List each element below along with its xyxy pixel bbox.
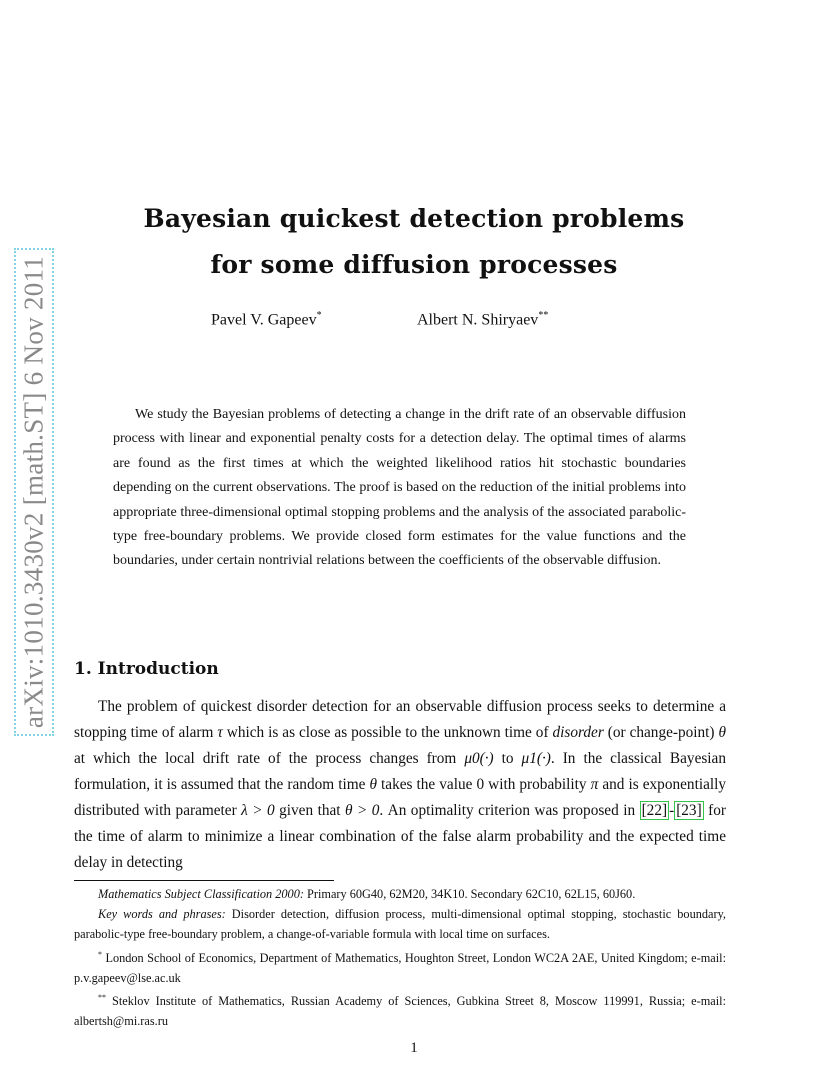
- introduction-paragraph: The problem of quickest disorder detection for an observable diffusion process seeks to determine a stopping time of alarm τ which is as close as possible to the unknown time of disorder (or change-point) θ at which the local drift rate of the process changes from μ0(·) to μ1(·). In the classical Bayesian formulation, it is assumed that the random time θ takes the value 0 with probability π and is exponentially distributed with parameter λ > 0 given that θ > 0. An optimality criterion was proposed in [22] - [23] for the time of alarm to minimize a linear combination of the false alarm probability and the expected time delay in detecting: [74, 698, 727, 871]
- title-line-1: Bayesian quickest detection problems: [143, 204, 685, 233]
- author-1-mark: *: [316, 310, 322, 321]
- author-2-mark: **: [538, 310, 549, 321]
- section-heading: 1. Introduction: [74, 659, 219, 679]
- citation-link-22[interactable]: [22]: [641, 802, 668, 819]
- author-1: [211, 310, 322, 329]
- footnote-msc: Mathematics Subject Classification 2000: Primary 60G40, 62M20, 34K10. Secondary 62C10, 62L15, 60J60.: [98, 887, 636, 901]
- page-number: 1: [410, 1040, 418, 1056]
- paper-title: [0, 196, 828, 288]
- footnote-affiliation-2: ** Steklov Institute of Mathematics, Russian Academy of Sciences, Gubkina Street 8, Moscow 119991, Russia; e-mail: albertsh@mi.ras.ru: [74, 993, 726, 1029]
- arxiv-stamp-text: arXiv:1010.3430v2 [math.ST] 6 Nov 2011: [18, 255, 49, 729]
- author-2: [417, 310, 548, 329]
- footnotes: [74, 884, 726, 1032]
- arxiv-stamp: [14, 248, 54, 736]
- title-line-2: for some diffusion processes: [210, 250, 618, 279]
- introduction-text: [74, 694, 726, 876]
- footnote-affiliation-1: * London School of Economics, Department of Mathematics, Houghton Street, London WC2A 2AE, United Kingdom; e-mail: p.v.gapeev@lse.ac.uk: [74, 949, 726, 985]
- footnote-rule: [74, 880, 334, 881]
- author-2-name: Albert N. Shiryaev: [417, 311, 539, 329]
- footnote-keywords: Key words and phrases: Disorder detection, diffusion process, multi-dimensional optimal stopping, stochastic boundary, parabolic-type free-boundary problem, a change-of-variable formula with local time on surfaces.: [74, 907, 726, 942]
- author-1-name: Pavel V. Gapeev: [211, 311, 317, 329]
- abstract: We study the Bayesian problems of detecting a change in the drift rate of an observable diffusion process with linear and exponential penalty costs for a detection delay. The optimal times of alarms are found as the first times at which the weighted likelihood ratios hit stochastic boundaries depending on the current observations. The proof is based on the reduction of the initial problems into appropriate three-dimensional optimal stopping problems and the analysis of the associated parabolic-type free-boundary problems. We provide closed form estimates for the value functions and the boundaries, under certain nontrivial relations between the coefficients of the observable diffusion.: [113, 407, 686, 569]
- citation-link-23[interactable]: [23]: [676, 802, 702, 819]
